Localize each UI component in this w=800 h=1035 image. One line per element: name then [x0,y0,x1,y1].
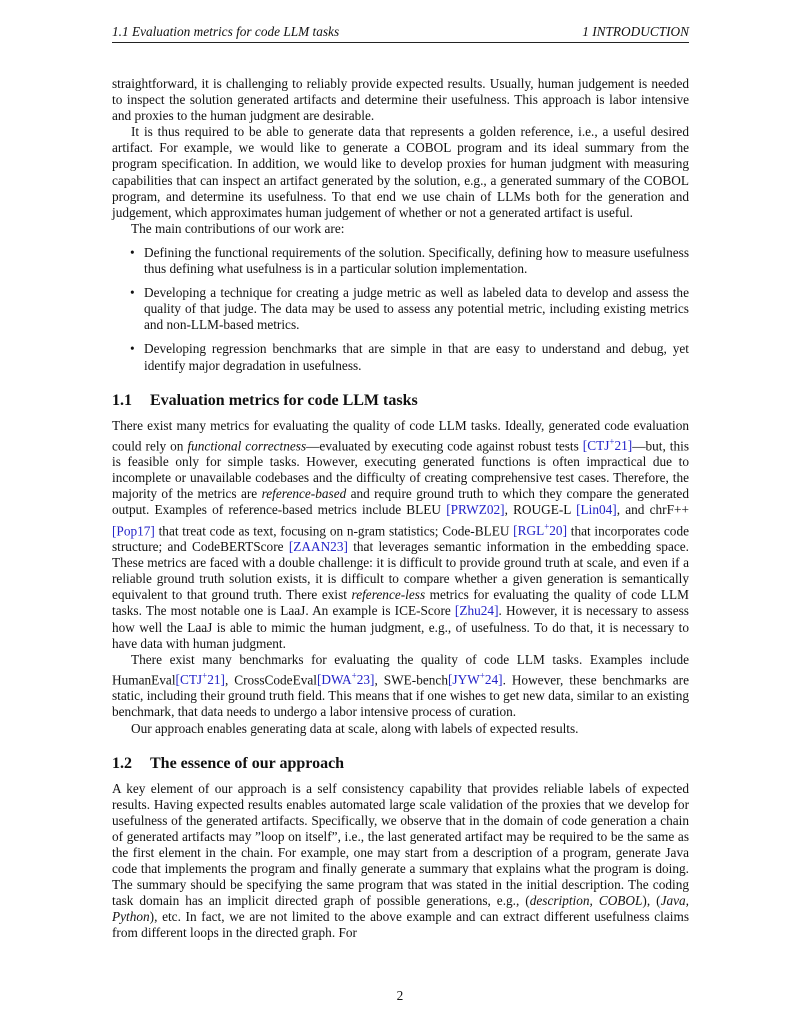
math-tuple: Java, Python [112,893,689,925]
section-number: 1.2 [112,754,132,772]
math-tuple: description, COBOL [529,893,643,909]
page-number: 2 [396,988,404,1003]
section-title: Evaluation metrics for code LLM tasks [150,391,418,409]
list-item: • Developing a technique for creating a judge metric as well as labeled data to develop and assess the quality of that judge. The data may be used to assess any potential metric, including existing metrics and non-LLM-based metrics. [112,285,689,333]
section-1-1-paragraph-2: There exist many benchmarks for evaluating the quality of code LLM tasks. Examples include HumanEval[CTJ+21], CrossCodeEval[DWA+23], SWE-bench[JYW+24]. However, these benchmarks are static, including their ground truth field. This means that if one wishes to get new data, similar to an existing benchmark, that data needs to undergo a labor intensive process of curation. [112,651,689,720]
intro-paragraph-2: It is thus required to be able to generate data that represents a golden reference, i.e., a useful desired artifact. For example, we would like to generate a COBOL program and its ideal summary from the program specification. In addition, we would like to develop proxies for human judgment with measuring capabilities that can inspect an artifact generated by the solution, e.g., a generated summary of the COBOL program, and determine its usefulness. To that end we use chain of LLMs both for the generation and judgement, which approximates human judgement of whether or not a generated artifact is useful. [112,124,689,220]
intro-paragraph-1: straightforward, it is challenging to reliably provide expected results. Usually, human judgement is needed to inspect the solution generated artifacts and determine their usefulness. This approach is labor intensive and proxies to the human judgment are desirable. [112,76,689,124]
header-section-title: 1.1 Evaluation metrics for code LLM tasks [112,24,340,39]
citation-link[interactable]: [CTJ+21] [175,670,225,688]
list-item: • Developing regression benchmarks that are simple in that are easy to understand and debug, yet identify major degradation in usefulness. [112,341,689,373]
list-item: • Defining the functional requirements of the solution. Specifically, defining how to measure usefulness thus defining what usefulness is in a particular solution implementation. [112,245,689,277]
citation-link[interactable]: [PRWZ02] [446,502,505,518]
section-1-2-paragraph-1: A key element of our approach is a self consistency capability that provides reliable labels of expected results. Having expected results enables automated large scale validation of the proxies that we develop for usefulness of the generated artifacts. Specifically, we observe that in the domain of code generation a chain of generated artifacts may ”loop on itself”, i.e., the last generated artifact may be required to be the same as the first element in the chain. For example, one may start from a description of a program, generate Java code that implements the program and finally generate a summary that explains what the program is doing. The summary should be specifying the same program that was stated in the initial description. The coding task domain has an implicit directed graph of possible generations, e.g., (description, COBOL), (Java, Python), etc. In fact, we are not limited to the above example and can extract different usefulness claims from different loops in the directed graph. For [112,780,689,941]
section-title: The essence of our approach [150,754,345,772]
citation-link[interactable]: [Zhu24] [454,603,499,619]
section-heading-1-1 [112,391,689,411]
page-body [112,76,689,942]
citation-link[interactable]: [JYW+24] [447,670,503,688]
section-1-1-paragraph-1: There exist many metrics for evaluating the quality of code LLM tasks. Ideally, generated code evaluation could rely on functional correctness—evaluated by executing code against robust tests [CTJ+21]—but, this is feasible only for simple tasks. However, executing generated functions is often impractical due to incomplete or unavailable codebases and the difficulty of creating comprehensive test cases. Therefore, the majority of the metrics are reference-based and require ground truth to which they compare the generated output. Examples of reference-based metrics include BLEU [PRWZ02], ROUGE-L [Lin04], and chrF++ [Pop17] that treat code as text, focusing on n-gram statistics; Code-BLEU [RGL+20] that incorporates code structure; and CodeBERTScore [ZAAN23] that leverages semantic information in the embedding space. These metrics are faced with a double challenge: it is difficult to provide ground truth at scale, and even if a reliable ground truth solution exists, it is difficult to compare whether a given generation is semantically equivalent to that ground truth. There exist reference-less metrics for evaluating the quality of code LLM tasks. The most notable one is LaaJ. An example is ICE-Score [Zhu24]. However, it is necessary to assess how well the LaaJ is able to mimic the human judgment, e.g., of usefulness. To do that, it is necessary to have data with human judgment. [112,417,689,651]
citation-link[interactable]: [RGL+20] [513,521,568,538]
running-header [112,24,689,43]
citation-link[interactable]: [CTJ+21] [582,436,633,454]
citation-link[interactable]: [ZAAN23] [288,539,348,555]
intro-paragraph-3: The main contributions of our work are: [131,220,345,236]
header-chapter-title: 1 INTRODUCTION [582,24,689,39]
citation-link[interactable]: [Lin04] [576,502,617,518]
contributions-list [112,245,689,374]
citation-link[interactable]: [Pop17] [112,523,155,538]
citation-link[interactable]: [DWA+23] [316,670,375,688]
section-heading-1-2 [112,754,689,774]
section-1-1-paragraph-3: Our approach enables generating data at scale, along with labels of expected results. [131,720,579,736]
section-number: 1.1 [112,391,132,409]
